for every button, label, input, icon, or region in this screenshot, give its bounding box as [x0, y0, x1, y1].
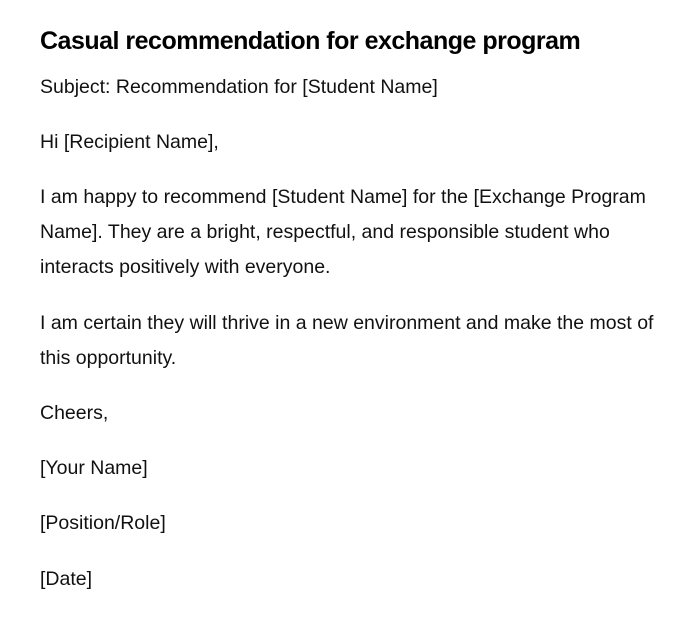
signature-name: [Your Name]	[40, 457, 148, 479]
letter-document	[40, 22, 660, 597]
subject-line: Subject: Recommendation for [Student Name]	[40, 76, 438, 98]
closing-line: Cheers,	[40, 402, 109, 424]
signature-date: [Date]	[40, 568, 93, 590]
greeting-line: Hi [Recipient Name],	[40, 131, 219, 153]
document-title: Casual recommendation for exchange program	[40, 27, 581, 55]
body-paragraph-recommendation: I am happy to recommend [Student Name] for the [Exchange Program Name]. They are a bright, respectful, and responsible student who interacts positively with everyone.	[40, 186, 646, 278]
signature-role: [Position/Role]	[40, 512, 166, 534]
body-paragraph-outlook: I am certain they will thrive in a new environment and make the most of this opportunity.	[40, 312, 654, 369]
